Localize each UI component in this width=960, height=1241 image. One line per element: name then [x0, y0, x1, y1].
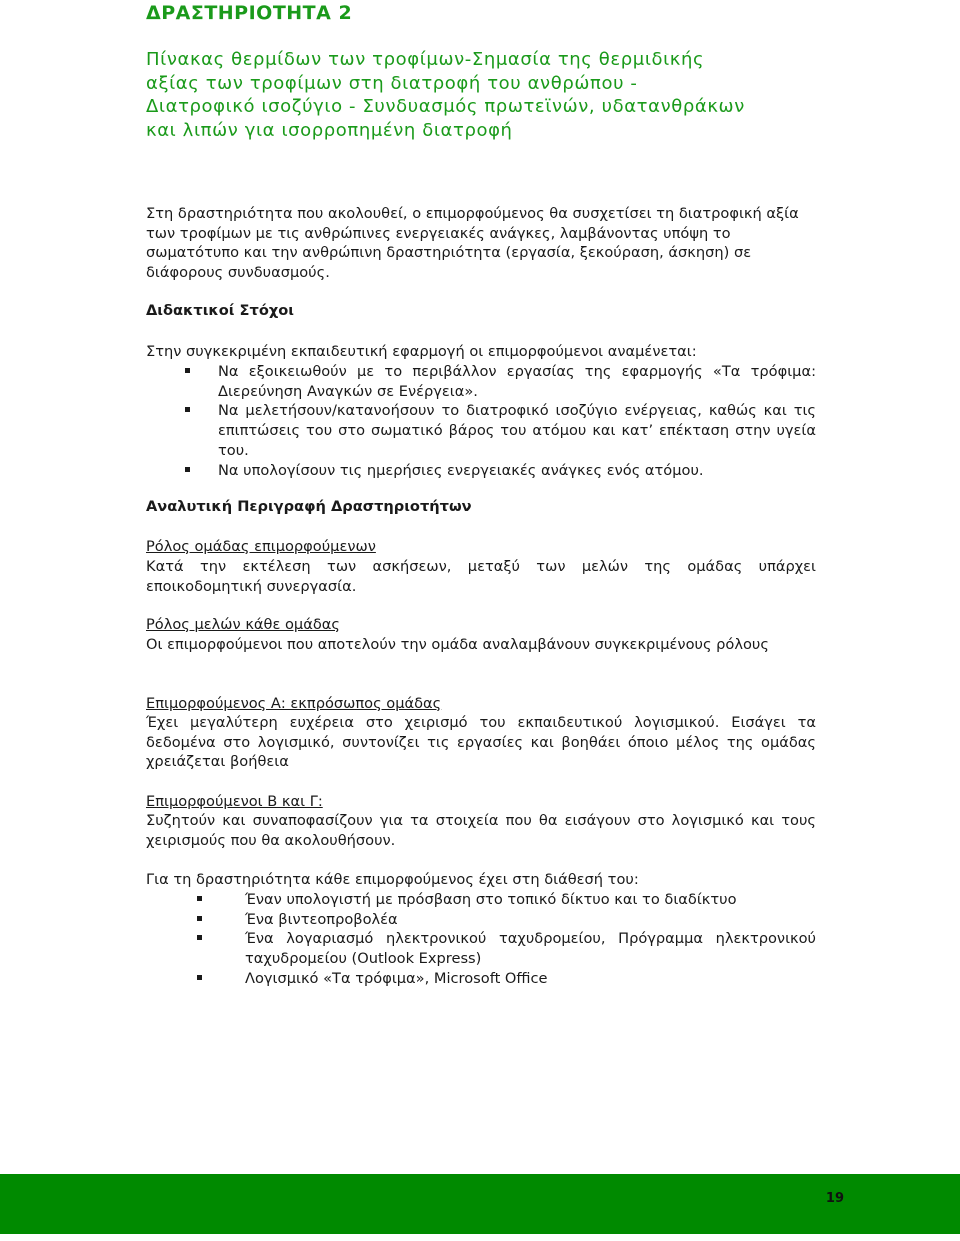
- member-bg-text: Συζητούν και συναποφασίζουν για τα στοιχεία που θα εισάγουν στο λογισμικό και τους χειρισμούς που θα ακολουθήσουν.: [146, 812, 816, 849]
- equipment-lead: Για τη δραστηριότητα κάθε επιμορφούμενος έχει στη διάθεσή του:: [146, 871, 639, 888]
- equipment-text: Λογισμικό «Τα τρόφιμα», Microsoft Office: [245, 969, 548, 987]
- bullet-icon: [185, 407, 190, 412]
- equipment-list: [245, 890, 816, 989]
- goal-item: [218, 461, 816, 481]
- bullet-icon: [197, 975, 202, 980]
- bullet-icon: [185, 368, 190, 373]
- equipment-item: [245, 929, 816, 968]
- goal-item: [218, 401, 816, 460]
- goal-text: Να εξοικειωθούν με το περιβάλλον εργασίας της εφαρμογής «Τα τρόφιμα: Διερεύνηση Αναγκών σε Ενέργεια».: [218, 363, 816, 400]
- main-title: Πίνακας θερμίδων των τροφίμων-Σημασία της θερμιδικής αξίας των τροφίμων στη διατροφή του ανθρώπου - Διατροφικό ισοζύγιο - Συνδυασμός πρωτεϊνών, υδατανθράκων και λιπών για ισορροπημένη διατροφή: [146, 49, 745, 141]
- goals-heading: Διδακτικοί Στόχοι: [146, 302, 294, 319]
- group-role-title: Ρόλος ομάδας επιμορφούμενων: [146, 538, 376, 555]
- member-a-text: Έχει μεγαλύτερη ευχέρεια στο χειρισμό του εκπαιδευτικού λογισμικού. Εισάγει τα δεδομένα στο λογισμικό, συντονίζει τις εργασίες και βοηθάει όποιο μέλος της ομάδας χρειάζεται βοήθεια: [146, 714, 816, 771]
- page-number: 19: [825, 1191, 844, 1206]
- activity-title: ΔΡΑΣΤΗΡΙΟΤΗΤΑ 2: [146, 2, 353, 24]
- goals-list: [218, 362, 816, 480]
- member-bg-title: Επιμορφούμενοι Β και Γ:: [146, 793, 323, 810]
- equipment-text: Ένα βιντεοπροβολέα: [245, 910, 398, 928]
- analysis-heading: Αναλυτική Περιγραφή Δραστηριοτήτων: [146, 498, 472, 515]
- goal-text: Να υπολογίσουν τις ημερήσιες ενεργειακές ανάγκες ενός ατόμου.: [218, 461, 704, 479]
- member-role-text: Οι επιμορφούμενοι που αποτελούν την ομάδα αναλαμβάνουν συγκεκριμένους ρόλους: [146, 636, 769, 653]
- equipment-text: Ένα λογαριασμό ηλεκτρονικού ταχυδρομείου, Πρόγραμμα ηλεκτρονικού ταχυδρομείου (Outlook Express): [245, 930, 816, 968]
- page-footer: [0, 1174, 960, 1234]
- equipment-item: [245, 910, 816, 930]
- member-role-title: Ρόλος μελών κάθε ομάδας: [146, 616, 340, 633]
- equipment-item: [245, 969, 816, 989]
- bullet-icon: [197, 896, 202, 901]
- equipment-item: [245, 890, 816, 910]
- equipment-text: Έναν υπολογιστή με πρόσβαση στο τοπικό δίκτυο και το διαδίκτυο: [245, 891, 737, 908]
- bullet-icon: [197, 935, 202, 940]
- goals-lead: Στην συγκεκριμένη εκπαιδευτική εφαρμογή οι επιμορφούμενοι αναμένεται:: [146, 343, 697, 360]
- member-a-title: Επιμορφούμενος Α: εκπρόσωπος ομάδας: [146, 695, 442, 712]
- goal-item: [218, 362, 816, 401]
- bullet-icon: [185, 467, 190, 472]
- group-role-text: Κατά την εκτέλεση των ασκήσεων, μεταξύ των μελών της ομάδας υπάρχει εποικοδομητική συνεργασία.: [146, 558, 816, 595]
- bullet-icon: [197, 916, 202, 921]
- goal-text: Να μελετήσουν/κατανοήσουν το διατροφικό ισοζύγιο ενέργειας, καθώς και τις επιπτώσεις του στο σωματικό βάρος του ατόμου και κατ’ επέκταση στην υγεία του.: [218, 402, 816, 459]
- intro-paragraph: Στη δραστηριότητα που ακολουθεί, ο επιμορφούμενος θα συσχετίσει τη διατροφική αξία των τροφίμων με τις ανθρώπινες ενεργειακές ανάγκες, λαμβάνοντας υπόψη το σωματότυπο και την ανθρώπινη δραστηριότητα (εργασία, ξεκούραση, άσκηση) σε διάφορους συνδυασμούς.: [146, 205, 799, 282]
